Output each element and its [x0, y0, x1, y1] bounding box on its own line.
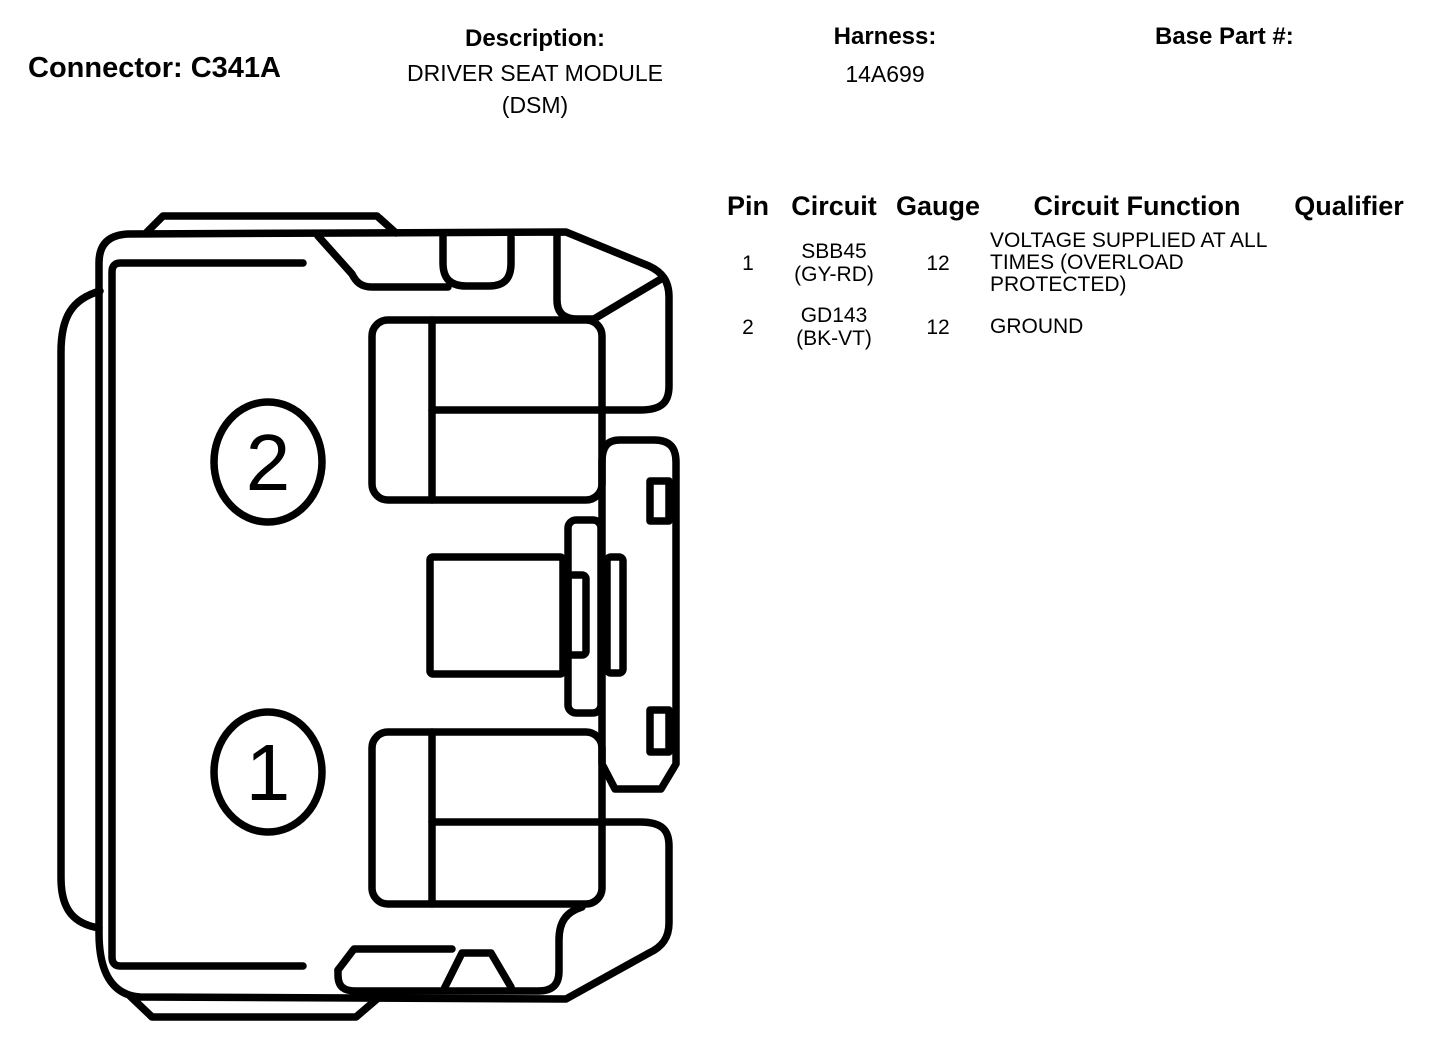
harness-value: 14A699: [845, 61, 925, 87]
circuit-function-value: [984, 230, 1284, 296]
latch-notch-upper: [650, 481, 669, 521]
pin-table-header-row: [720, 192, 1414, 220]
circuit-code: GD143: [800, 304, 868, 327]
circuit-function-value: [984, 316, 1284, 338]
function-line: TIMES (OVERLOAD: [990, 251, 1184, 274]
description-value-line2: (DSM): [501, 92, 569, 118]
gauge-value: 12: [926, 251, 950, 275]
pin-1-label: 1: [245, 728, 291, 817]
pin-table-row-1: [720, 230, 1414, 296]
circuit-value: [776, 240, 892, 286]
column-header-circuit-function: Circuit Function: [1033, 191, 1241, 221]
pin-value: 2: [742, 315, 754, 339]
bottom-rail-bump: [443, 953, 511, 991]
top-u-notch: [443, 235, 511, 286]
description-label: Description:: [464, 25, 605, 52]
top-step-line: [318, 236, 448, 287]
latch-housing: [602, 440, 676, 789]
center-narrow-bar: [607, 557, 623, 673]
latch-notch-lower: [650, 710, 669, 752]
function-line: VOLTAGE SUPPLIED AT ALL: [990, 229, 1268, 252]
description-value-line1: DRIVER SEAT MODULE: [406, 60, 664, 86]
function-line: GROUND: [990, 315, 1084, 338]
pin-value: 1: [742, 251, 754, 275]
base-part-label: Base Part #:: [1155, 23, 1294, 50]
column-header-pin: Pin: [726, 191, 769, 221]
left-lobe-outline: [61, 291, 100, 928]
column-header-circuit: Circuit: [791, 191, 877, 221]
center-key-square: [430, 557, 563, 674]
pin-2-label: 2: [245, 418, 291, 507]
bottom-rail-top-line: [338, 949, 452, 970]
function-line: PROTECTED): [990, 273, 1127, 296]
column-header-gauge: Gauge: [895, 191, 981, 221]
circuit-color: (GY-RD): [794, 263, 874, 286]
circuit-value: [776, 304, 892, 350]
circuit-code: SBB45: [801, 240, 867, 263]
connector-drawing: [61, 216, 676, 1017]
connector-title: Connector: C341A: [28, 52, 281, 84]
circuit-color: (BK-VT): [796, 327, 872, 350]
pin-table-row-2: [720, 304, 1414, 350]
column-header-qualifier: Qualifier: [1294, 191, 1404, 221]
inner-face-edge: [112, 263, 303, 966]
gauge-value: 12: [926, 315, 950, 339]
lower-cavity: [372, 732, 602, 904]
harness-label: Harness:: [833, 23, 937, 50]
